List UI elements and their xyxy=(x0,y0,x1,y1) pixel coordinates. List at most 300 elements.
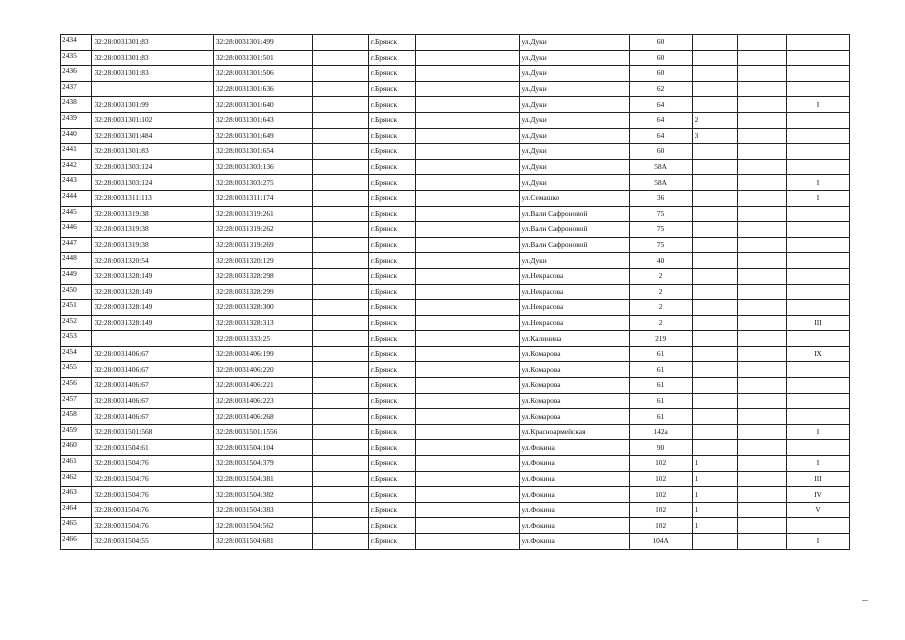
parent-cadastral-number: 32:28:0031303:124 xyxy=(92,159,213,175)
house-number: 142а xyxy=(629,424,692,440)
empty-cell xyxy=(312,424,368,440)
empty-cell xyxy=(416,346,519,362)
table-row xyxy=(61,175,850,191)
table-row xyxy=(61,409,850,425)
city: г.Брянск xyxy=(368,253,415,269)
empty-cell xyxy=(416,393,519,409)
empty-cell xyxy=(312,35,368,51)
table-row xyxy=(61,35,850,51)
cadastral-number: 32:28:0031504:383 xyxy=(213,502,312,518)
empty-cell xyxy=(737,159,786,175)
floor-roman xyxy=(786,128,849,144)
empty-cell xyxy=(312,112,368,128)
scan-mark xyxy=(862,600,868,601)
table-row xyxy=(61,534,850,550)
house-number: 60 xyxy=(629,144,692,160)
city: г.Брянск xyxy=(368,518,415,534)
parent-cadastral-number: 32:28:0031311:113 xyxy=(92,190,213,206)
empty-cell xyxy=(737,315,786,331)
cadastral-number: 32:28:0031319:262 xyxy=(213,222,312,238)
house-number: 102 xyxy=(629,471,692,487)
row-number: 2447 xyxy=(61,237,92,253)
floor-roman xyxy=(786,284,849,300)
table-row xyxy=(61,253,850,269)
empty-cell xyxy=(737,456,786,472)
house-number: 104А xyxy=(629,534,692,550)
cadastral-number: 32:28:0031328:299 xyxy=(213,284,312,300)
city: г.Брянск xyxy=(368,440,415,456)
house-number: 61 xyxy=(629,346,692,362)
city: г.Брянск xyxy=(368,409,415,425)
cadastral-number: 32:28:0031301:640 xyxy=(213,97,312,113)
row-number: 2466 xyxy=(61,534,92,550)
empty-cell xyxy=(737,237,786,253)
row-number: 2436 xyxy=(61,66,92,82)
empty-cell xyxy=(312,300,368,316)
empty-cell xyxy=(312,331,368,347)
floor-roman xyxy=(786,112,849,128)
row-number: 2458 xyxy=(61,409,92,425)
cadastral-number: 32:28:0031319:261 xyxy=(213,206,312,222)
parent-cadastral-number: 32:28:0031504:76 xyxy=(92,456,213,472)
row-number: 2443 xyxy=(61,175,92,191)
city: г.Брянск xyxy=(368,128,415,144)
city: г.Брянск xyxy=(368,378,415,394)
cadastral-number: 32:28:0031406:199 xyxy=(213,346,312,362)
city: г.Брянск xyxy=(368,35,415,51)
row-number: 2434 xyxy=(61,35,92,51)
cadastral-number: 32:28:0031504:681 xyxy=(213,534,312,550)
house-number: 2 xyxy=(629,284,692,300)
row-number: 2445 xyxy=(61,206,92,222)
table-row xyxy=(61,268,850,284)
parent-cadastral-number: 32:28:0031303:124 xyxy=(92,175,213,191)
house-number: 64 xyxy=(629,128,692,144)
house-number: 2 xyxy=(629,315,692,331)
row-number: 2448 xyxy=(61,253,92,269)
table-row xyxy=(61,237,850,253)
empty-cell xyxy=(737,346,786,362)
floor-roman: I xyxy=(786,456,849,472)
building-number xyxy=(692,190,737,206)
cadastral-number: 32:28:0031301:506 xyxy=(213,66,312,82)
empty-cell xyxy=(312,97,368,113)
empty-cell xyxy=(416,518,519,534)
building-number xyxy=(692,222,737,238)
empty-cell xyxy=(416,284,519,300)
floor-roman xyxy=(786,253,849,269)
city: г.Брянск xyxy=(368,471,415,487)
cadastral-number: 32:28:0031406:223 xyxy=(213,393,312,409)
empty-cell xyxy=(416,456,519,472)
row-number: 2442 xyxy=(61,159,92,175)
city: г.Брянск xyxy=(368,502,415,518)
building-number xyxy=(692,97,737,113)
row-number: 2456 xyxy=(61,378,92,394)
empty-cell xyxy=(312,128,368,144)
row-number: 2446 xyxy=(61,222,92,238)
floor-roman xyxy=(786,237,849,253)
floor-roman xyxy=(786,268,849,284)
parent-cadastral-number: 32:28:0031406:67 xyxy=(92,378,213,394)
city: г.Брянск xyxy=(368,346,415,362)
street: ул.Дуки xyxy=(519,50,629,66)
parent-cadastral-number: 32:28:0031301:83 xyxy=(92,144,213,160)
empty-cell xyxy=(312,487,368,503)
table-row xyxy=(61,440,850,456)
empty-cell xyxy=(737,300,786,316)
empty-cell xyxy=(416,300,519,316)
row-number: 2437 xyxy=(61,81,92,97)
empty-cell xyxy=(416,378,519,394)
table-row xyxy=(61,424,850,440)
floor-roman: I xyxy=(786,190,849,206)
cadastral-number: 32:28:0031301:649 xyxy=(213,128,312,144)
city: г.Брянск xyxy=(368,284,415,300)
empty-cell xyxy=(737,128,786,144)
house-number: 64 xyxy=(629,112,692,128)
cadastral-number: 32:28:0031328:300 xyxy=(213,300,312,316)
empty-cell xyxy=(312,284,368,300)
table-row xyxy=(61,206,850,222)
building-number: 1 xyxy=(692,471,737,487)
parent-cadastral-number: 32:28:0031328:149 xyxy=(92,284,213,300)
empty-cell xyxy=(312,534,368,550)
building-number xyxy=(692,534,737,550)
house-number: 60 xyxy=(629,50,692,66)
street: ул.Фокина xyxy=(519,456,629,472)
empty-cell xyxy=(312,222,368,238)
cadastral-number: 32:28:0031320:129 xyxy=(213,253,312,269)
table-row xyxy=(61,456,850,472)
house-number: 61 xyxy=(629,378,692,394)
cadastral-number: 32:28:0031301:499 xyxy=(213,35,312,51)
street: ул.Дуки xyxy=(519,97,629,113)
row-number: 2444 xyxy=(61,190,92,206)
empty-cell xyxy=(737,378,786,394)
parent-cadastral-number: 32:28:0031504:76 xyxy=(92,487,213,503)
empty-cell xyxy=(737,284,786,300)
house-number: 61 xyxy=(629,409,692,425)
table-row xyxy=(61,112,850,128)
empty-cell xyxy=(312,66,368,82)
parent-cadastral-number: 32:28:0031319:38 xyxy=(92,222,213,238)
row-number: 2450 xyxy=(61,284,92,300)
empty-cell xyxy=(416,440,519,456)
building-number xyxy=(692,300,737,316)
empty-cell xyxy=(737,362,786,378)
empty-cell xyxy=(737,534,786,550)
floor-roman xyxy=(786,50,849,66)
city: г.Брянск xyxy=(368,81,415,97)
building-number xyxy=(692,346,737,362)
city: г.Брянск xyxy=(368,222,415,238)
street: ул.Некрасова xyxy=(519,268,629,284)
house-number: 61 xyxy=(629,393,692,409)
parent-cadastral-number xyxy=(92,331,213,347)
city: г.Брянск xyxy=(368,456,415,472)
empty-cell xyxy=(312,144,368,160)
empty-cell xyxy=(737,440,786,456)
empty-cell xyxy=(416,534,519,550)
house-number: 2 xyxy=(629,268,692,284)
empty-cell xyxy=(416,222,519,238)
empty-cell xyxy=(312,81,368,97)
cadastral-number: 32:28:0031504:379 xyxy=(213,456,312,472)
parent-cadastral-number: 32:28:0031504:76 xyxy=(92,471,213,487)
building-number xyxy=(692,159,737,175)
building-number xyxy=(692,66,737,82)
city: г.Брянск xyxy=(368,112,415,128)
parent-cadastral-number: 32:28:0031328:149 xyxy=(92,315,213,331)
parent-cadastral-number: 32:28:0031406:67 xyxy=(92,393,213,409)
table-row xyxy=(61,144,850,160)
floor-roman xyxy=(786,518,849,534)
floor-roman xyxy=(786,81,849,97)
cadastral-number: 32:28:0031301:636 xyxy=(213,81,312,97)
empty-cell xyxy=(416,362,519,378)
empty-cell xyxy=(737,518,786,534)
building-number: 1 xyxy=(692,487,737,503)
empty-cell xyxy=(312,268,368,284)
empty-cell xyxy=(416,112,519,128)
house-number: 219 xyxy=(629,331,692,347)
building-number xyxy=(692,237,737,253)
building-number xyxy=(692,331,737,347)
table-row xyxy=(61,378,850,394)
city: г.Брянск xyxy=(368,237,415,253)
table-row xyxy=(61,81,850,97)
empty-cell xyxy=(312,471,368,487)
table-row xyxy=(61,502,850,518)
cadastral-number: 32:28:0031504:382 xyxy=(213,487,312,503)
empty-cell xyxy=(737,393,786,409)
cadastral-number: 32:28:0031504:104 xyxy=(213,440,312,456)
parent-cadastral-number: 32:28:0031301:102 xyxy=(92,112,213,128)
empty-cell xyxy=(737,222,786,238)
street: ул.Вали Сафроновой xyxy=(519,206,629,222)
parent-cadastral-number: 32:28:0031406:67 xyxy=(92,409,213,425)
row-number: 2438 xyxy=(61,97,92,113)
street: ул.Комарова xyxy=(519,346,629,362)
house-number: 58А xyxy=(629,159,692,175)
empty-cell xyxy=(737,253,786,269)
house-number: 40 xyxy=(629,253,692,269)
street: ул.Комарова xyxy=(519,393,629,409)
floor-roman: I xyxy=(786,424,849,440)
row-number: 2439 xyxy=(61,112,92,128)
table-row xyxy=(61,331,850,347)
city: г.Брянск xyxy=(368,534,415,550)
empty-cell xyxy=(737,206,786,222)
cadastral-number: 32:28:0031328:313 xyxy=(213,315,312,331)
cadastral-number: 32:28:0031406:221 xyxy=(213,378,312,394)
row-number: 2459 xyxy=(61,424,92,440)
street: ул.Калинина xyxy=(519,331,629,347)
city: г.Брянск xyxy=(368,50,415,66)
cadastral-number: 32:28:0031406:220 xyxy=(213,362,312,378)
building-number xyxy=(692,440,737,456)
street: ул.Фокина xyxy=(519,518,629,534)
row-number: 2461 xyxy=(61,456,92,472)
parent-cadastral-number xyxy=(92,81,213,97)
empty-cell xyxy=(416,315,519,331)
street: ул.Дуки xyxy=(519,66,629,82)
empty-cell xyxy=(737,190,786,206)
row-number: 2460 xyxy=(61,440,92,456)
parent-cadastral-number: 32:28:0031301:83 xyxy=(92,50,213,66)
empty-cell xyxy=(312,206,368,222)
street: ул.Фокина xyxy=(519,440,629,456)
building-number: 1 xyxy=(692,456,737,472)
empty-cell xyxy=(737,487,786,503)
parent-cadastral-number: 32:28:0031301:484 xyxy=(92,128,213,144)
table-row xyxy=(61,128,850,144)
parent-cadastral-number: 32:28:0031301:99 xyxy=(92,97,213,113)
street: ул.Вали Сафроновой xyxy=(519,237,629,253)
empty-cell xyxy=(416,268,519,284)
empty-cell xyxy=(737,81,786,97)
city: г.Брянск xyxy=(368,331,415,347)
street: ул.Семашко xyxy=(519,190,629,206)
street: ул.Дуки xyxy=(519,35,629,51)
house-number: 64 xyxy=(629,97,692,113)
empty-cell xyxy=(416,206,519,222)
street: ул.Красноармейская xyxy=(519,424,629,440)
table-row xyxy=(61,346,850,362)
house-number: 102 xyxy=(629,456,692,472)
row-number: 2453 xyxy=(61,331,92,347)
cadastral-number: 32:28:0031303:275 xyxy=(213,175,312,191)
street: ул.Дуки xyxy=(519,253,629,269)
street: ул.Некрасова xyxy=(519,315,629,331)
house-number: 58А xyxy=(629,175,692,191)
building-number xyxy=(692,378,737,394)
street: ул.Фокина xyxy=(519,471,629,487)
row-number: 2455 xyxy=(61,362,92,378)
parent-cadastral-number: 32:28:0031406:67 xyxy=(92,362,213,378)
table-row xyxy=(61,362,850,378)
building-number xyxy=(692,362,737,378)
empty-cell xyxy=(312,237,368,253)
floor-roman: I xyxy=(786,97,849,113)
cadastral-number: 32:28:0031301:654 xyxy=(213,144,312,160)
table-row xyxy=(61,471,850,487)
city: г.Брянск xyxy=(368,66,415,82)
building-number xyxy=(692,144,737,160)
empty-cell xyxy=(416,81,519,97)
row-number: 2457 xyxy=(61,393,92,409)
street: ул.Дуки xyxy=(519,81,629,97)
street: ул.Комарова xyxy=(519,362,629,378)
street: ул.Фокина xyxy=(519,502,629,518)
city: г.Брянск xyxy=(368,300,415,316)
parent-cadastral-number: 32:28:0031504:76 xyxy=(92,502,213,518)
table-row xyxy=(61,284,850,300)
empty-cell xyxy=(416,128,519,144)
street: ул.Некрасова xyxy=(519,300,629,316)
empty-cell xyxy=(416,97,519,113)
empty-cell xyxy=(416,502,519,518)
empty-cell xyxy=(312,175,368,191)
city: г.Брянск xyxy=(368,268,415,284)
row-number: 2465 xyxy=(61,518,92,534)
building-number: 1 xyxy=(692,518,737,534)
building-number xyxy=(692,315,737,331)
cadastral-number: 32:28:0031319:269 xyxy=(213,237,312,253)
parent-cadastral-number: 32:28:0031504:61 xyxy=(92,440,213,456)
building-number xyxy=(692,268,737,284)
empty-cell xyxy=(312,378,368,394)
empty-cell xyxy=(416,50,519,66)
street: ул.Дуки xyxy=(519,175,629,191)
empty-cell xyxy=(416,471,519,487)
parent-cadastral-number: 32:28:0031328:149 xyxy=(92,300,213,316)
city: г.Брянск xyxy=(368,159,415,175)
cadastral-number: 32:28:0031333:25 xyxy=(213,331,312,347)
building-number: 2 xyxy=(692,112,737,128)
empty-cell xyxy=(737,144,786,160)
building-number xyxy=(692,284,737,300)
building-number xyxy=(692,424,737,440)
empty-cell xyxy=(312,50,368,66)
building-number xyxy=(692,175,737,191)
parent-cadastral-number: 32:28:0031301:83 xyxy=(92,35,213,51)
empty-cell xyxy=(737,66,786,82)
row-number: 2464 xyxy=(61,502,92,518)
cadastral-number: 32:28:0031406:268 xyxy=(213,409,312,425)
row-number: 2462 xyxy=(61,471,92,487)
empty-cell xyxy=(312,362,368,378)
floor-roman xyxy=(786,331,849,347)
house-number: 102 xyxy=(629,502,692,518)
empty-cell xyxy=(737,424,786,440)
row-number: 2449 xyxy=(61,268,92,284)
table-row xyxy=(61,315,850,331)
cadastral-number: 32:28:0031311:174 xyxy=(213,190,312,206)
floor-roman xyxy=(786,222,849,238)
floor-roman: V xyxy=(786,502,849,518)
floor-roman: I xyxy=(786,534,849,550)
empty-cell xyxy=(416,144,519,160)
building-number xyxy=(692,253,737,269)
empty-cell xyxy=(312,456,368,472)
parent-cadastral-number: 32:28:0031320:54 xyxy=(92,253,213,269)
cadastral-number: 32:28:0031301:643 xyxy=(213,112,312,128)
floor-roman xyxy=(786,159,849,175)
table-row xyxy=(61,66,850,82)
table-row xyxy=(61,159,850,175)
city: г.Брянск xyxy=(368,393,415,409)
house-number: 102 xyxy=(629,487,692,503)
house-number: 62 xyxy=(629,81,692,97)
parent-cadastral-number: 32:28:0031406:67 xyxy=(92,346,213,362)
house-number: 60 xyxy=(629,35,692,51)
cadastral-number: 32:28:0031328:298 xyxy=(213,268,312,284)
building-number xyxy=(692,393,737,409)
parent-cadastral-number: 32:28:0031504:55 xyxy=(92,534,213,550)
empty-cell xyxy=(737,35,786,51)
empty-cell xyxy=(312,159,368,175)
floor-roman xyxy=(786,206,849,222)
building-number xyxy=(692,409,737,425)
empty-cell xyxy=(737,97,786,113)
empty-cell xyxy=(416,331,519,347)
city: г.Брянск xyxy=(368,175,415,191)
floor-roman: IX xyxy=(786,346,849,362)
city: г.Брянск xyxy=(368,424,415,440)
row-number: 2463 xyxy=(61,487,92,503)
